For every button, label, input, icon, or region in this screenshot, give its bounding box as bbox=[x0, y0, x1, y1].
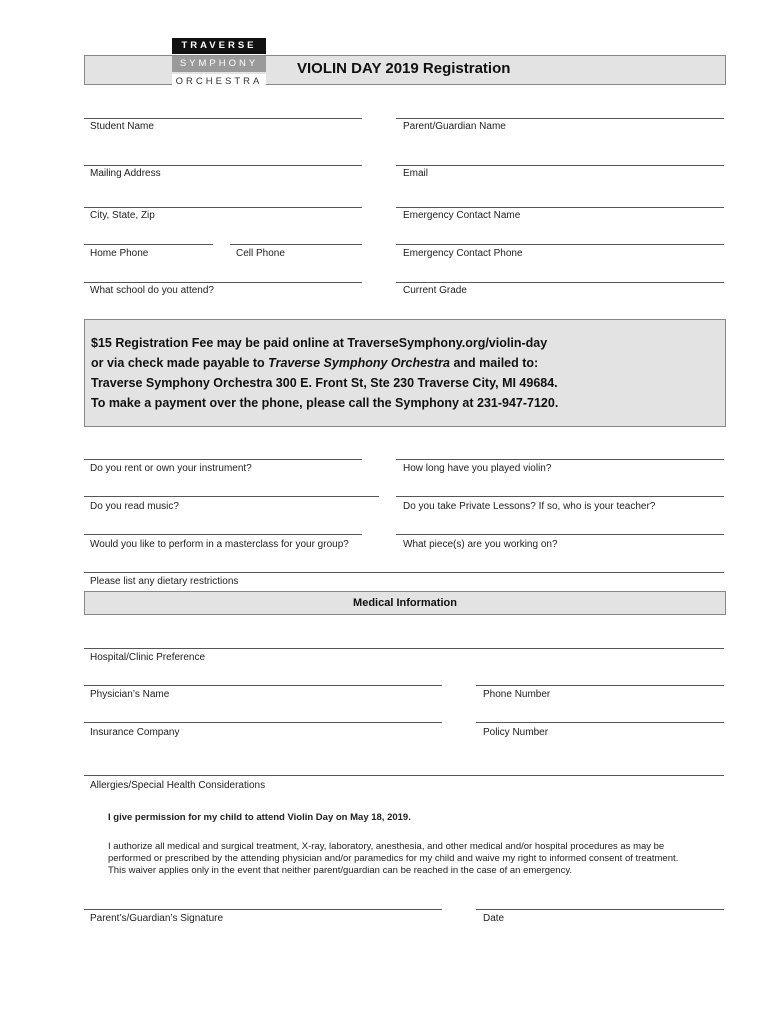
masterclass-label: Would you like to perform in a masterclass for your group? bbox=[90, 539, 349, 550]
allergies-label: Allergies/Special Health Considerations bbox=[90, 780, 266, 791]
school-line[interactable] bbox=[84, 282, 362, 283]
authorize-line-2: performed or prescribed by the attending physician and/or paramedics for my child and waive my right to informed consent of treatment. bbox=[108, 853, 679, 864]
mailing-address-label: Mailing Address bbox=[90, 168, 161, 179]
home-phone-label: Home Phone bbox=[90, 248, 149, 259]
orchestra-logo bbox=[172, 38, 266, 92]
years-played-label: How long have you played violin? bbox=[403, 463, 552, 474]
city-state-zip-label: City, State, Zip bbox=[90, 210, 155, 221]
email-label: Email bbox=[403, 168, 429, 179]
emergency-contact-phone-label: Emergency Contact Phone bbox=[403, 248, 523, 259]
fee-line-1: $15 Registration Fee may be paid online at TraverseSymphony.org/violin-day bbox=[91, 336, 548, 350]
hospital-line[interactable] bbox=[84, 648, 724, 649]
fee-line-2-c: and mailed to: bbox=[449, 356, 539, 370]
dietary-line[interactable] bbox=[84, 572, 724, 573]
read-music-line[interactable] bbox=[84, 496, 379, 497]
email-line[interactable] bbox=[396, 165, 724, 166]
school-label: What school do you attend? bbox=[90, 285, 214, 296]
medical-information-heading: Medical Information bbox=[353, 597, 457, 609]
emergency-contact-phone-line[interactable] bbox=[396, 244, 724, 245]
private-lessons-label: Do you take Private Lessons? If so, who is your teacher? bbox=[403, 501, 656, 512]
physician-phone-label: Phone Number bbox=[483, 689, 551, 700]
authorize-line-3: This waiver applies only in the event that neither parent/guardian can be reached in the case of an emergency. bbox=[108, 865, 573, 876]
logo-line-symphony: SYMPHONY bbox=[172, 56, 266, 72]
fee-line-4: To make a payment over the phone, please call the Symphony at 231-947-7120. bbox=[91, 396, 559, 410]
emergency-contact-name-label: Emergency Contact Name bbox=[403, 210, 521, 221]
medical-information-bar bbox=[84, 591, 726, 615]
policy-label: Policy Number bbox=[483, 727, 549, 738]
signature-line[interactable] bbox=[84, 909, 442, 910]
fee-line-2-a: or via check made payable to bbox=[91, 356, 269, 370]
emergency-contact-name-line[interactable] bbox=[396, 207, 724, 208]
parent-name-line[interactable] bbox=[396, 118, 724, 119]
student-name-line[interactable] bbox=[84, 118, 362, 119]
grade-label: Current Grade bbox=[403, 285, 467, 296]
read-music-label: Do you read music? bbox=[90, 501, 179, 512]
registration-fee-box bbox=[84, 319, 726, 427]
insurance-label: Insurance Company bbox=[90, 727, 180, 738]
cell-phone-label: Cell Phone bbox=[236, 248, 285, 259]
city-state-zip-line[interactable] bbox=[84, 207, 362, 208]
years-played-line[interactable] bbox=[396, 459, 724, 460]
pieces-line[interactable] bbox=[396, 534, 724, 535]
signature-label: Parent’s/Guardian’s Signature bbox=[90, 913, 224, 924]
fee-line-2 bbox=[91, 356, 538, 370]
parent-name-label: Parent/Guardian Name bbox=[403, 121, 506, 132]
logo-line-traverse: TRAVERSE bbox=[172, 38, 266, 54]
student-name-label: Student Name bbox=[90, 121, 154, 132]
permission-statement: I give permission for my child to attend Violin Day on May 18, 2019. bbox=[108, 812, 411, 823]
physician-phone-line[interactable] bbox=[476, 685, 724, 686]
masterclass-line[interactable] bbox=[84, 534, 362, 535]
pieces-label: What piece(s) are you working on? bbox=[403, 539, 558, 550]
cell-phone-line[interactable] bbox=[230, 244, 362, 245]
physician-line[interactable] bbox=[84, 685, 442, 686]
date-line[interactable] bbox=[476, 909, 724, 910]
hospital-label: Hospital/Clinic Preference bbox=[90, 652, 206, 663]
page-title: VIOLIN DAY 2019 Registration bbox=[297, 60, 511, 77]
dietary-label: Please list any dietary restrictions bbox=[90, 576, 239, 587]
physician-label: Physician’s Name bbox=[90, 689, 170, 700]
insurance-line[interactable] bbox=[84, 722, 442, 723]
logo-line-orchestra: ORCHESTRA bbox=[172, 74, 266, 90]
fee-line-3: Traverse Symphony Orchestra 300 E. Front St, Ste 230 Traverse City, MI 49684. bbox=[91, 376, 558, 390]
authorize-line-1: I authorize all medical and surgical treatment, X-ray, laboratory, anesthesia, and other medical and/or hospital procedures as may be bbox=[108, 841, 665, 852]
private-lessons-line[interactable] bbox=[396, 496, 724, 497]
date-label: Date bbox=[483, 913, 505, 924]
rent-own-label: Do you rent or own your instrument? bbox=[90, 463, 252, 474]
grade-line[interactable] bbox=[396, 282, 724, 283]
mailing-address-line[interactable] bbox=[84, 165, 362, 166]
fee-line-2-b: Traverse Symphony Orchestra bbox=[268, 356, 450, 370]
home-phone-line[interactable] bbox=[84, 244, 213, 245]
rent-own-line[interactable] bbox=[84, 459, 362, 460]
allergies-line[interactable] bbox=[84, 775, 724, 776]
policy-line[interactable] bbox=[476, 722, 724, 723]
